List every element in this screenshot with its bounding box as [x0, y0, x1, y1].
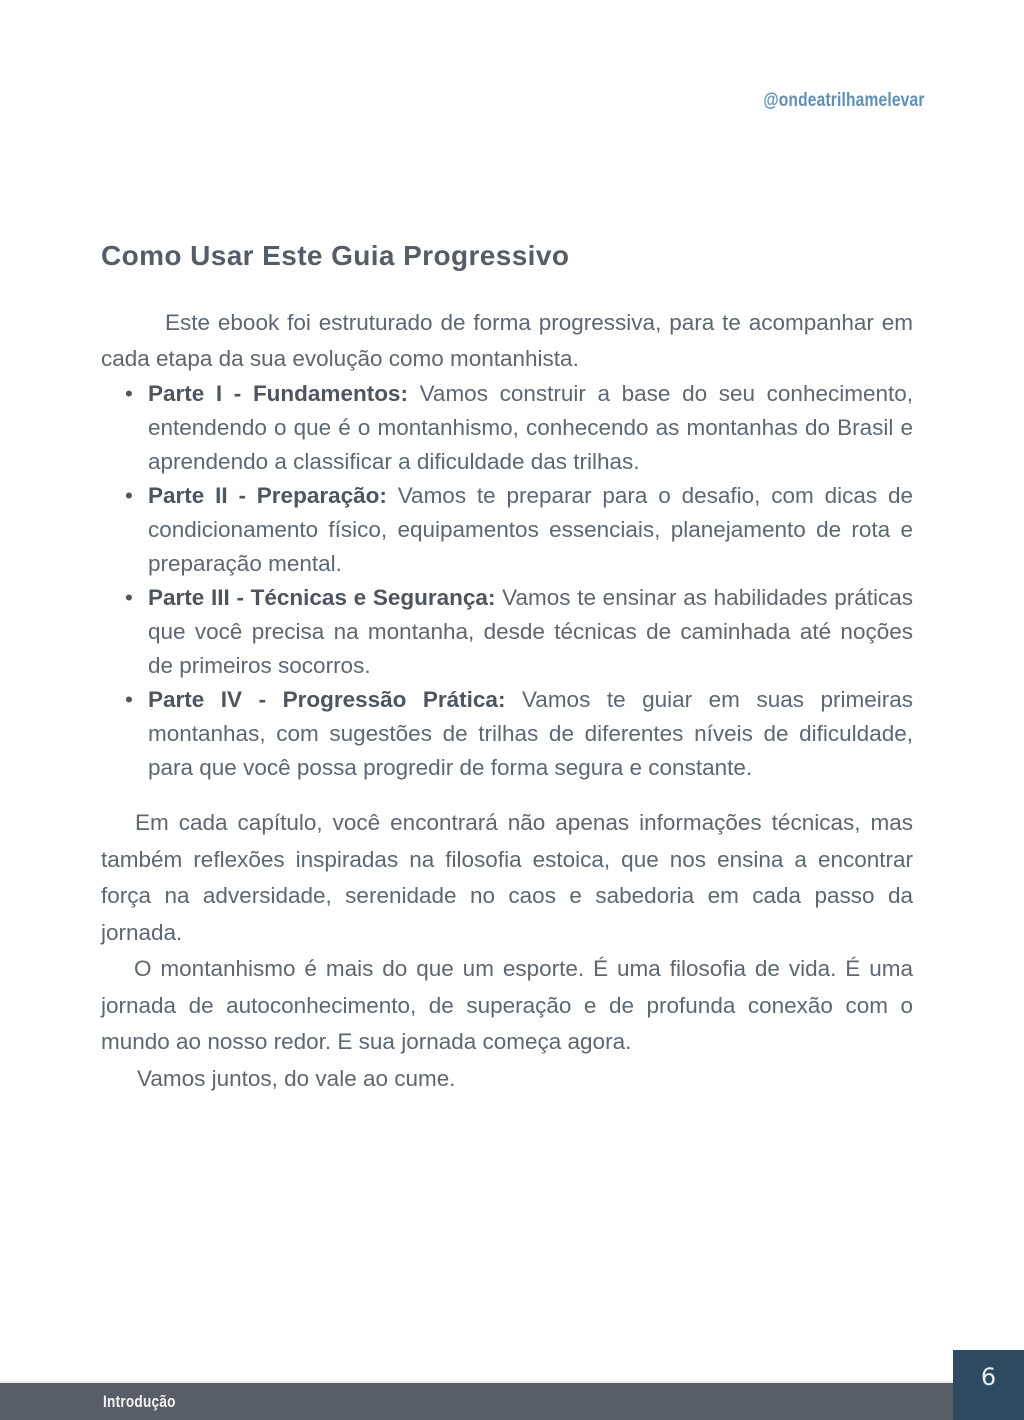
list-item-part-2: [101, 479, 913, 581]
page-content: [101, 241, 913, 1097]
footer-bar: [0, 1381, 1024, 1420]
part-1-label: Parte I - Fundamentos:: [148, 381, 408, 406]
part-3-label: Parte III - Técnicas e Segurança:: [148, 585, 496, 610]
intro-paragraph: Este ebook foi estruturado de forma progressiva, para te acompanhar em cada etapa da sua evolução como montanhista.: [101, 310, 913, 371]
part-4-text: Vamos te guiar em suas primeiras montanhas, com sugestões de trilhas de diferentes níveis de dificuldade, para que você possa progredir de forma segura e constante.: [148, 687, 913, 780]
body-paragraph: O montanhismo é mais do que um esporte. É uma filosofia de vida. É uma jornada de autoconhecimento, de superação e de profunda conexão com o mundo ao nosso redor. E sua jornada começa agora.: [101, 956, 913, 1054]
parts-list: [101, 377, 913, 785]
page-title: Como Usar Este Guia Progressivo: [101, 240, 570, 271]
footer-section-label: Introdução: [103, 1391, 176, 1411]
list-item-part-1: [101, 377, 913, 479]
page-number-box: [953, 1350, 1024, 1420]
part-3-text: Vamos te ensinar as habilidades práticas que você precisa na montanha, desde técnicas de caminhada até noções de primeiros socorros.: [148, 585, 913, 678]
page-number: 6: [980, 1363, 997, 1391]
body-paragraph: Em cada capítulo, você encontrará não apenas informações técnicas, mas também reflexões inspiradas na filosofia estoica, que nos ensina a encontrar força na adversidade, serenidade no caos e sabedoria em cada passo da jornada.: [101, 810, 913, 945]
bullet-dot-icon: •: [125, 483, 133, 508]
part-2-text: Vamos te preparar para o desafio, com dicas de condicionamento físico, equipamentos essenciais, planejamento de rota e preparação mental.: [148, 483, 913, 576]
list-item-part-3: [101, 581, 913, 683]
part-4-label: Parte IV - Progressão Prática:: [148, 687, 506, 712]
bullet-dot-icon: •: [125, 687, 133, 712]
part-1-text: Vamos construir a base do seu conhecimento, entendendo o que é o montanhismo, conhecendo as montanhas do Brasil e aprendendo a classificar a dificuldade das trilhas.: [148, 381, 914, 474]
closing-line: Vamos juntos, do vale ao cume.: [137, 1065, 456, 1091]
part-2-label: Parte II - Preparação:: [148, 483, 387, 508]
social-handle: @ondeatrilhamelevar: [763, 90, 925, 111]
bullet-dot-icon: •: [125, 381, 133, 406]
bullet-dot-icon: •: [125, 585, 133, 610]
list-item-part-4: [101, 683, 913, 785]
